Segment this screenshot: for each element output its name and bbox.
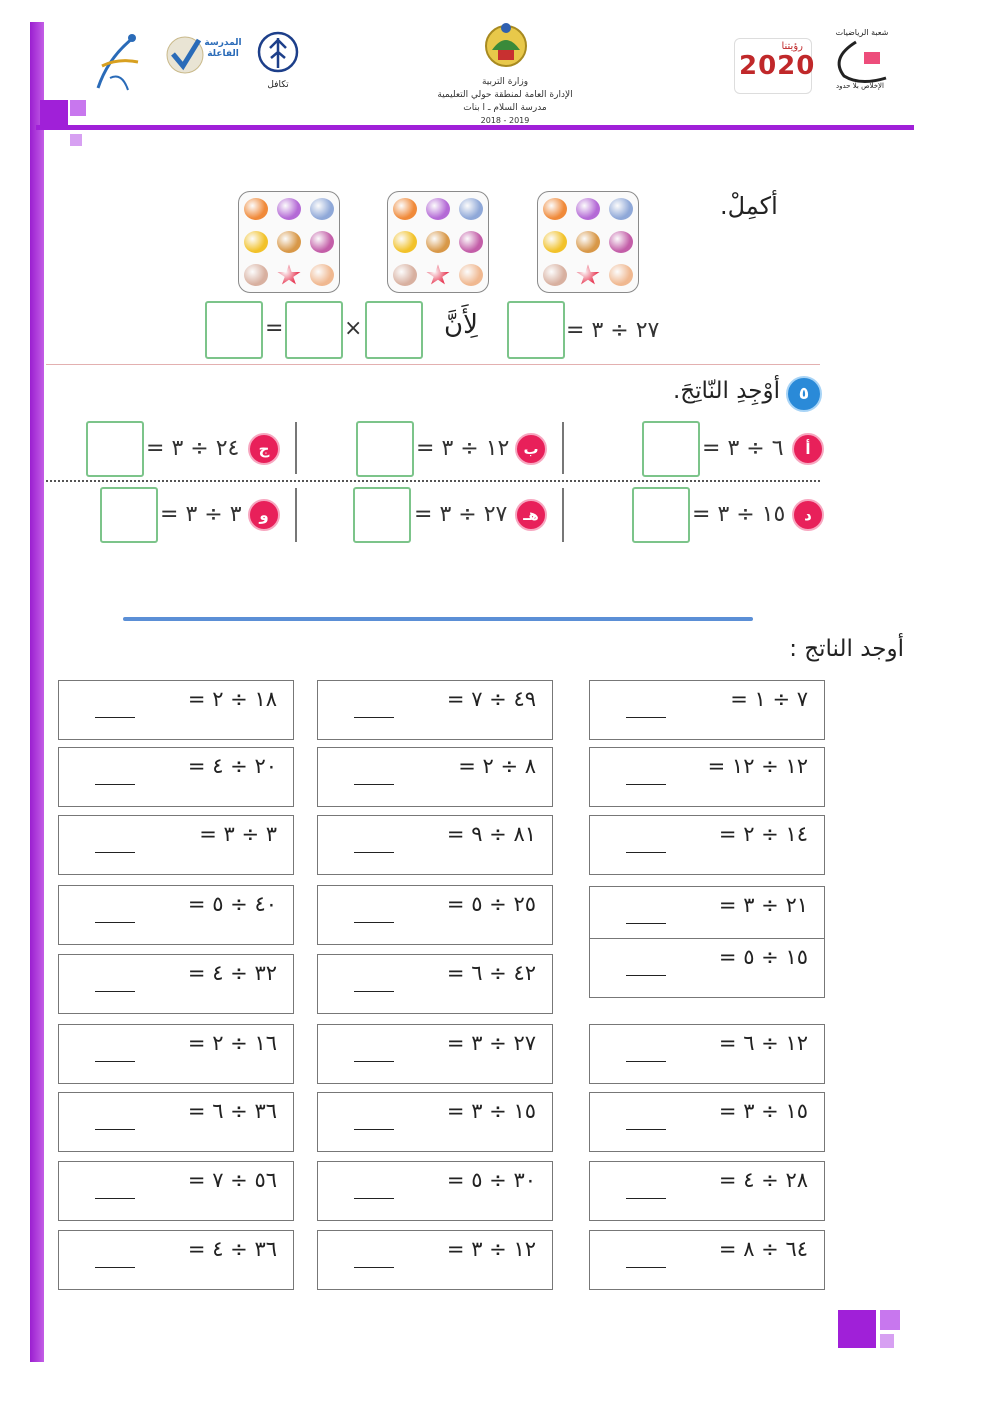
exercise-number-badge: ٥ xyxy=(786,376,822,412)
division-expression: ٥٦ ÷ ٧ = xyxy=(187,1168,277,1192)
division-problem-cell xyxy=(317,1161,553,1221)
find-result-title: أوْجِدِ النّاتِجَ. xyxy=(672,378,780,404)
blue-divider xyxy=(123,617,753,621)
problem-d-expression: ١٥ ÷ ٣ = xyxy=(692,502,786,527)
division-problem-cell xyxy=(589,747,825,807)
answer-blank[interactable] xyxy=(354,717,394,718)
division-problem-cell xyxy=(589,1024,825,1084)
division-problem-cell xyxy=(589,1092,825,1152)
division-problem-cell xyxy=(317,1024,553,1084)
seashell-icon xyxy=(543,231,567,253)
division-problem-cell xyxy=(317,815,553,875)
problem-e-answer-box[interactable] xyxy=(353,487,411,543)
seashell-icon xyxy=(244,231,268,253)
answer-blank[interactable] xyxy=(354,1267,394,1268)
answer-blank[interactable] xyxy=(95,1198,135,1199)
seashell-icon xyxy=(277,264,301,286)
answer-blank[interactable] xyxy=(95,1129,135,1130)
problem-f-answer-box[interactable] xyxy=(100,487,158,543)
corner-square-large xyxy=(40,100,68,128)
equals-sign: = xyxy=(265,316,284,341)
division-expression: ٣٠ ÷ ٥ = xyxy=(446,1168,536,1192)
seashell-icon xyxy=(459,198,483,220)
division-expression: ٢٥ ÷ ٥ = xyxy=(446,892,536,916)
division-problem-cell xyxy=(317,1230,553,1290)
division-expression: ٦٤ ÷ ٨ = xyxy=(718,1237,808,1261)
division-expression: ٤٢ ÷ ٦ = xyxy=(446,961,536,985)
column-separator xyxy=(295,422,297,474)
division-equation: ٢٧ ÷ ٣ = xyxy=(566,318,660,343)
division-expression: ١٥ ÷ ٣ = xyxy=(718,1099,808,1123)
division-problem-cell xyxy=(58,1092,294,1152)
problem-b-expression: ١٢ ÷ ٣ = xyxy=(416,436,510,461)
division-expression: ١٢ ÷ ٦ = xyxy=(718,1031,808,1055)
answer-blank[interactable] xyxy=(626,1267,666,1268)
division-problem-cell xyxy=(589,1161,825,1221)
dotted-divider xyxy=(46,480,820,482)
answer-blank[interactable] xyxy=(626,975,666,976)
seashell-icon xyxy=(310,264,334,286)
problem-b-answer-box[interactable] xyxy=(356,421,414,477)
footer-square-small xyxy=(880,1310,900,1330)
division-expression: ١٢ ÷ ٣ = xyxy=(446,1237,536,1261)
division-expression: ٨١ ÷ ٩ = xyxy=(446,822,536,846)
division-expression: ٣٢ ÷ ٤ = xyxy=(187,961,277,985)
problem-c-answer-box[interactable] xyxy=(86,421,144,477)
label-badge-a: أ xyxy=(792,433,824,465)
takafol-text: تكافل xyxy=(267,80,289,90)
shell-group-3 xyxy=(537,191,639,293)
problem-e-expression: ٢٧ ÷ ٣ = xyxy=(414,502,508,527)
seashell-icon xyxy=(609,231,633,253)
seashell-icon xyxy=(393,264,417,286)
effective-school-logo xyxy=(165,28,243,80)
seashell-icon xyxy=(543,198,567,220)
answer-blank[interactable] xyxy=(95,784,135,785)
division-problem-cell xyxy=(317,680,553,740)
seashell-icon xyxy=(543,264,567,286)
column-separator xyxy=(562,422,564,474)
answer-blank[interactable] xyxy=(95,717,135,718)
division-problem-cell xyxy=(58,747,294,807)
division-problem-cell xyxy=(317,954,553,1014)
answer-blank[interactable] xyxy=(626,784,666,785)
answer-box-quotient[interactable] xyxy=(507,301,565,359)
seashell-icon xyxy=(310,231,334,253)
ministry-emblem xyxy=(482,20,530,74)
answer-blank[interactable] xyxy=(95,922,135,923)
answer-blank[interactable] xyxy=(354,1198,394,1199)
answer-blank[interactable] xyxy=(626,923,666,924)
times-sign: × xyxy=(344,316,363,341)
answer-blank[interactable] xyxy=(626,1129,666,1130)
school-name: مدرسة السلام ـ ا بنات xyxy=(463,103,547,113)
division-problem-cell xyxy=(58,954,294,1014)
vision-2020-number: 2020 xyxy=(739,51,816,81)
answer-blank[interactable] xyxy=(95,1267,135,1268)
division-expression: ١٢ ÷ ١٢ = xyxy=(707,754,808,778)
label-badge-e: هـ xyxy=(515,499,547,531)
math-department-logo xyxy=(826,22,898,94)
division-problem-cell xyxy=(589,886,825,946)
division-expression: ١٦ ÷ ٢ = xyxy=(187,1031,277,1055)
division-problem-cell xyxy=(58,815,294,875)
seashell-icon xyxy=(576,264,600,286)
seashell-icon xyxy=(426,231,450,253)
division-problem-cell xyxy=(317,885,553,945)
division-expression: ٢١ ÷ ٣ = xyxy=(718,893,808,917)
find-result-heading: أوجد الناتج : xyxy=(789,636,904,662)
seashell-icon xyxy=(310,198,334,220)
answer-blank[interactable] xyxy=(626,1198,666,1199)
column-separator xyxy=(295,488,297,542)
division-problem-cell xyxy=(317,1092,553,1152)
takafol-logo xyxy=(256,30,300,90)
division-expression: ٨ ÷ ٢ = xyxy=(458,754,536,778)
school-year: 2018 - 2019 xyxy=(480,116,530,125)
problem-a-expression: ٦ ÷ ٣ = xyxy=(702,436,784,461)
division-expression: ١٥ ÷ ٣ = xyxy=(446,1099,536,1123)
left-purple-bar xyxy=(30,22,44,1362)
answer-blank[interactable] xyxy=(626,1061,666,1062)
division-problem-cell xyxy=(58,1024,294,1084)
division-expression: ٤٩ ÷ ٧ = xyxy=(446,687,536,711)
label-badge-c: ج xyxy=(248,433,280,465)
division-problem-cell xyxy=(317,747,553,807)
division-expression: ٣٦ ÷ ٦ = xyxy=(187,1099,277,1123)
problem-f-expression: ٣ ÷ ٣ = xyxy=(160,502,242,527)
answer-box-product[interactable] xyxy=(205,301,263,359)
effective-school-text: المدرسة الفاعلة xyxy=(204,38,242,59)
shell-group-2 xyxy=(387,191,489,293)
division-problem-cell xyxy=(58,885,294,945)
answer-blank[interactable] xyxy=(354,1061,394,1062)
division-expression: ١٨ ÷ ٢ = xyxy=(187,687,277,711)
answer-blank[interactable] xyxy=(354,922,394,923)
corner-square-tiny xyxy=(70,134,82,146)
seashell-icon xyxy=(277,198,301,220)
division-problem-cell xyxy=(589,815,825,875)
ministry-line-1: وزارة التربية xyxy=(481,77,529,87)
seashell-icon xyxy=(459,231,483,253)
seashell-icon xyxy=(277,231,301,253)
seashell-icon xyxy=(393,198,417,220)
section-divider xyxy=(46,364,820,365)
answer-blank[interactable] xyxy=(354,1129,394,1130)
answer-box-factor-1[interactable] xyxy=(365,301,423,359)
vision-2020-logo xyxy=(734,38,816,94)
answer-blank[interactable] xyxy=(626,717,666,718)
vision-text: رؤيتنا xyxy=(781,41,803,52)
seashell-icon xyxy=(244,198,268,220)
label-badge-f: و xyxy=(248,499,280,531)
seashell-icon xyxy=(426,198,450,220)
runner-logo xyxy=(88,28,144,96)
division-expression: ٢٧ ÷ ٣ = xyxy=(446,1031,536,1055)
division-problem-cell xyxy=(589,680,825,740)
division-expression: ٧ ÷ ١ = xyxy=(730,687,808,711)
answer-blank[interactable] xyxy=(626,852,666,853)
math-swirl-icon xyxy=(826,38,898,88)
corner-square-small xyxy=(70,100,86,116)
division-expression: ٢٠ ÷ ٤ = xyxy=(187,754,277,778)
takafol-emblem-icon xyxy=(256,30,300,76)
division-expression: ٢٨ ÷ ٤ = xyxy=(718,1168,808,1192)
division-expression: ١٥ ÷ ٥ = xyxy=(718,945,808,969)
label-badge-b: ب xyxy=(515,433,547,465)
answer-blank[interactable] xyxy=(354,852,394,853)
division-problem-cell xyxy=(589,1230,825,1290)
seashell-icon xyxy=(459,264,483,286)
label-badge-d: د xyxy=(792,499,824,531)
problem-d-answer-box[interactable] xyxy=(632,487,690,543)
math-motto-text: الإخلاص بلا حدود xyxy=(836,82,884,90)
division-expression: ٣٦ ÷ ٤ = xyxy=(187,1237,277,1261)
answer-blank[interactable] xyxy=(95,991,135,992)
footer-square-tiny xyxy=(880,1334,894,1348)
division-problem-cell xyxy=(589,938,825,998)
footer-square-large xyxy=(838,1310,876,1348)
complete-instruction: أكمِلْ. xyxy=(720,192,778,220)
ministry-line-2: الإدارة العامة لمنطقة حولي التعليمية xyxy=(437,90,573,100)
answer-blank[interactable] xyxy=(95,1061,135,1062)
seashell-icon xyxy=(576,198,600,220)
seashell-icon xyxy=(393,231,417,253)
shell-group-1 xyxy=(238,191,340,293)
because-word: لِأَنَّ xyxy=(444,310,478,340)
answer-box-factor-2[interactable] xyxy=(285,301,343,359)
answer-blank[interactable] xyxy=(95,852,135,853)
answer-blank[interactable] xyxy=(354,784,394,785)
division-expression: ١٤ ÷ ٢ = xyxy=(718,822,808,846)
answer-blank[interactable] xyxy=(354,991,394,992)
seashell-icon xyxy=(426,264,450,286)
division-problem-cell xyxy=(58,1230,294,1290)
checkmark-icon xyxy=(165,30,205,80)
problem-c-expression: ٢٤ ÷ ٣ = xyxy=(146,436,240,461)
seashell-icon xyxy=(244,264,268,286)
problem-a-answer-box[interactable] xyxy=(642,421,700,477)
division-problem-cell xyxy=(58,1161,294,1221)
division-expression: ٣ ÷ ٣ = xyxy=(199,822,277,846)
column-separator xyxy=(562,488,564,542)
division-problem-cell xyxy=(58,680,294,740)
seashell-icon xyxy=(609,264,633,286)
division-expression: ٤٠ ÷ ٥ = xyxy=(187,892,277,916)
math-department-text: شعبة الرياضيات xyxy=(835,28,889,37)
seashell-icon xyxy=(576,231,600,253)
seashell-icon xyxy=(609,198,633,220)
